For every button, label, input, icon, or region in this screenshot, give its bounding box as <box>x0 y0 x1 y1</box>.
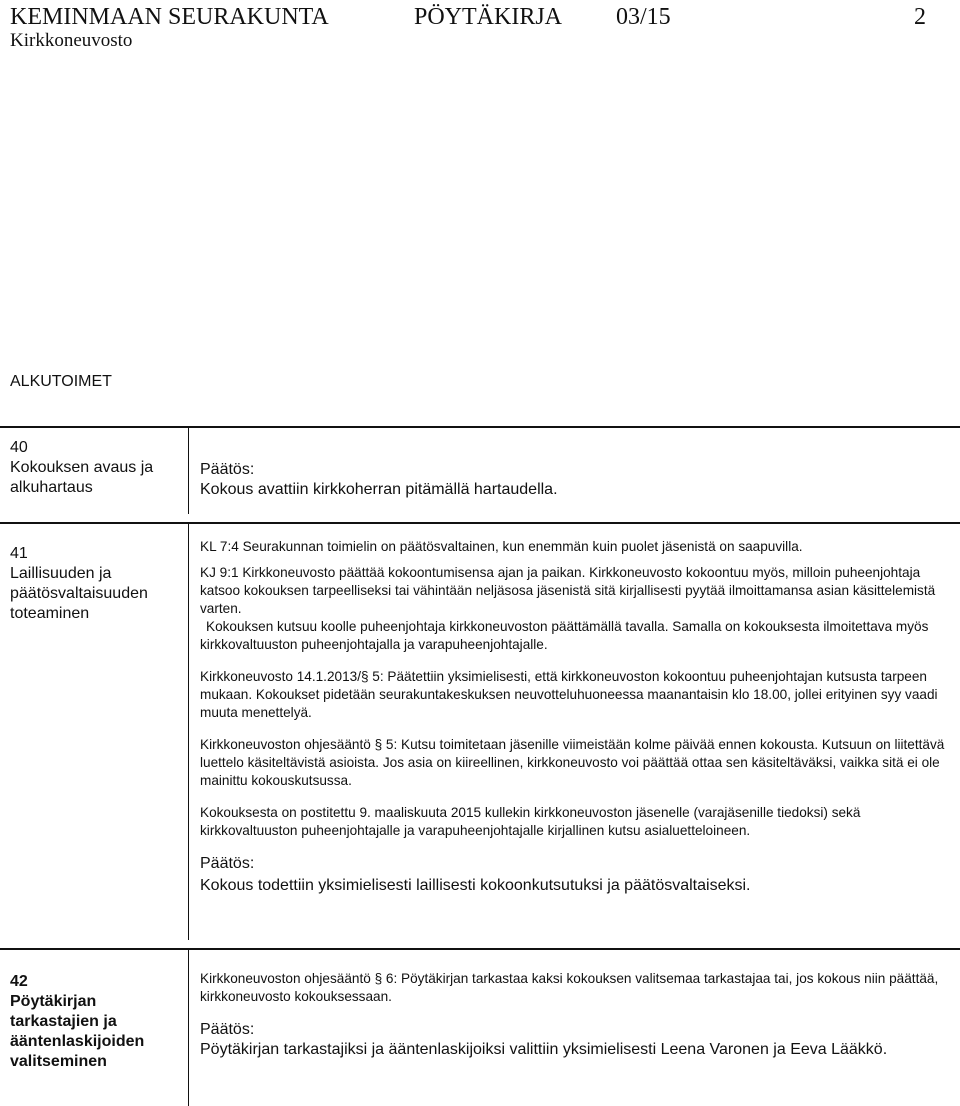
item-number: 40 <box>10 439 28 456</box>
page-number: 2 <box>914 4 926 30</box>
item-title: Pöytäkirjan tarkastajien ja ääntenlaskijoiden valitseminen <box>10 993 145 1070</box>
item-number: 41 <box>10 545 28 562</box>
decision-text: Kokous todettiin yksimielisesti laillisesti kokoonkutsutuksi ja päätösvaltaiseksi. <box>200 877 751 894</box>
item-number: 42 <box>10 973 28 990</box>
org-name: KEMINMAAN SEURAKUNTA <box>10 4 329 30</box>
paragraph-kj91: KJ 9:1 Kirkkoneuvosto päättää kokoontumisensa ajan ja paikan. Kirkkoneuvosto kokoontuu myös, milloin puheenjohtaja katsoo kokouksen tarpeelliseksi tai vähintään neljäsosa jäsenistä sitä kirjallisesti pyytää ilmoittamansa asian käsittelemistä varten. <box>200 565 936 616</box>
column-divider <box>188 428 189 514</box>
item-41-body <box>200 538 952 896</box>
item-40-heading <box>10 438 182 498</box>
item-title: Kokouksen avaus ja alkuhartaus <box>10 459 154 496</box>
decision-text: Pöytäkirjan tarkastajiksi ja ääntenlaskijoiksi valittiin yksimielisesti Leena Varonen ja Eeva Lääkkö. <box>200 1041 888 1058</box>
item-title: Laillisuuden ja päätösvaltaisuuden toteaminen <box>10 565 148 622</box>
section-title: ALKUTOIMET <box>10 373 112 390</box>
decision-label: Päätös: <box>200 855 255 872</box>
decision-text: Kokous avattiin kirkkoherran pitämällä hartaudella. <box>200 481 558 498</box>
paragraph-2013: Kirkkoneuvosto 14.1.2013/§ 5: Päätettiin yksimielisesti, että kirkkoneuvoston kokoontuu puheenjohtajan kutsusta tarpeen mukaan. Kokoukset pidetään seurakuntakeskuksen neuvotteluhuoneessa maanantaisin klo 18.00, jollei erityinen syy vaadi muuta menettelyä. <box>200 669 938 720</box>
column-divider <box>188 950 189 1106</box>
body-name: Kirkkoneuvosto <box>10 30 133 51</box>
item-divider <box>0 522 960 524</box>
item-42-body <box>200 970 952 1060</box>
paragraph-postitus: Kokouksesta on postitettu 9. maaliskuuta 2015 kullekin kirkkoneuvoston jäsenelle (varajäsenille tiedoksi) sekä kirkkovaltuuston puheenjohtajalle ja varapuheenjohtajalle kirjallinen kutsu asialuetteloineen. <box>200 805 861 838</box>
item-42-heading <box>10 972 182 1072</box>
item-divider <box>0 426 960 428</box>
doc-number: 03/15 <box>616 4 671 30</box>
column-divider <box>188 524 189 940</box>
item-divider <box>0 948 960 950</box>
paragraph-ohjesaanto-6: Kirkkoneuvoston ohjesääntö § 6: Pöytäkirjan tarkastaa kaksi kokouksen valitsemaa tarkastajaa tai, jos kokous niin päättää, kirkkoneuvosto kokouksessaan. <box>200 971 939 1004</box>
paragraph-kutsu: Kokouksen kutsuu koolle puheenjohtaja kirkkoneuvoston päättämällä tavalla. Samalla on kokouksesta ilmoitettava myös kirkkovaltuuston puheenjohtajalla ja varapuheenjohtajalle. <box>200 619 929 652</box>
doc-type: PÖYTÄKIRJA <box>414 4 563 30</box>
item-41-heading <box>10 544 182 624</box>
item-40-body <box>200 460 952 500</box>
paragraph-ohjesaanto: Kirkkoneuvoston ohjesääntö § 5: Kutsu toimitetaan jäsenille viimeistään kolme päivää ennen kokousta. Kutsuun on liitettävä luettelo käsiteltävistä asioista. Jos asia on kiireellinen, kirkkoneuvosto voi päättää ottaa sen käsiteltäväksi, vaikka sitä ei ole mainittu kokouskutsussa. <box>200 737 945 788</box>
paragraph-kl74: KL 7:4 Seurakunnan toimielin on päätösvaltainen, kun enemmän kuin puolet jäsenistä on saapuvilla. <box>200 539 803 554</box>
decision-label: Päätös: <box>200 1021 255 1038</box>
decision-label: Päätös: <box>200 461 255 478</box>
